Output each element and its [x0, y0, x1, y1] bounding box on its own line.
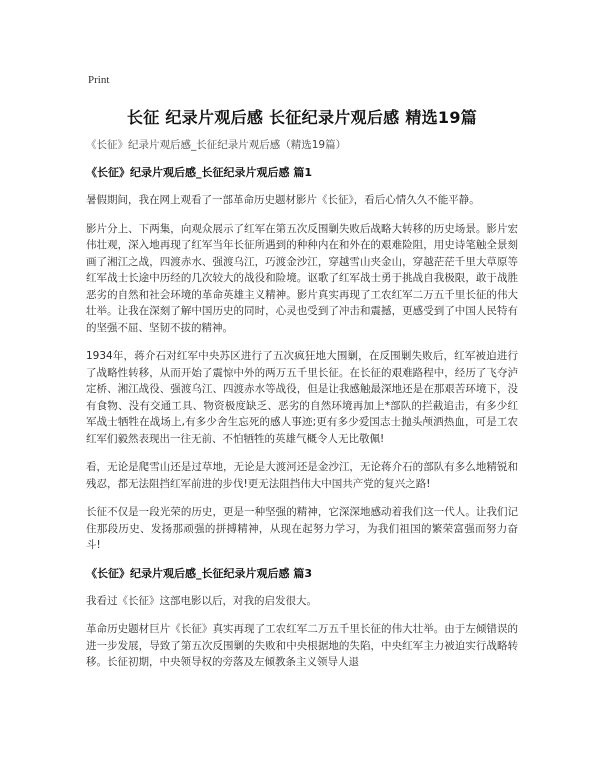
paragraph: 革命历史题材巨片《长征》真实再现了工农红军二万五千里长征的伟大壮举。由于左倾错误的进一步发展，导致了第五次反围剿的失败和中央根据地的失陷，中央红军主力被迫实行战略转移。长征初期，中央领导权的旁落及左倾教条主义领导人退: [86, 623, 518, 668]
document-title: 长征 纪录片观后感 长征纪录片观后感 精选19篇: [126, 108, 478, 127]
document-subtitle: 《长征》纪录片观后感_长征纪录片观后感（精选19篇）: [86, 139, 347, 151]
paragraph: 暑假期间，我在网上观看了一部革命历史题材影片《长征》，看后心情久久不能平静。: [86, 194, 480, 206]
section-heading: 《长征》纪录片观后感_长征纪录片观后感 篇3: [86, 566, 312, 580]
paragraph: 看，无论是爬雪山还是过草地，无论是大渡河还是金沙江，无论蒋介石的部队有多么地精锐和残忍，都无法阻挡红军前进的步伐!更无法阻挡伟大中国共产党的复兴之路!: [86, 461, 518, 490]
section-heading: 《长征》纪录片观后感_长征纪录片观后感 篇1: [86, 166, 312, 179]
print-link[interactable]: Print: [88, 74, 110, 86]
paragraph: 长征不仅是一段光荣的历史，更是一种坚强的精神，它深深地感动着我们这一代人。让我们记住那段历史、发扬那顽强的拼搏精神，从现在起努力学习，为我们祖国的繁荣富强而努力奋斗!: [86, 506, 518, 551]
paragraph: 我看过《长征》这部电影以后，对我的启发很大。: [86, 594, 317, 607]
paragraph: 影片分上、下两集，向观众展示了红军在第五次反围剿失败后战略大转移的历史场景。影片宏伟壮观，深入地再现了红军当年长征所遇到的种种内在和外在的艰难险阻，用史诗笔触全景刻画了湘江之战，四渡赤水、强渡乌江，巧渡金沙江，穿越雪山夹金山，穿越茫茫千里大草原等红军战士长途中历经的几次较大的战役和险境。讴歌了红军战士勇于挑战自我极限，敢于战胜恶劣的自然和社会环境的革命英雄主义精神。影片真实再现了工农红军二万五千里长征的伟大壮举。让我在深刻了解中国历史的同时，心灵也受到了冲击和震撼，更感受到了中国人民特有的坚强不屈、坚韧不拔的精神。: [86, 222, 518, 334]
paragraph: 1934年，蒋介石对红军中央苏区进行了五次疯狂地大围剿，在反围剿失败后，红军被迫进行了战略性转移，从而开始了震惊中外的两万五千里长征。在长征的艰难路程中，经历了飞夺泸定桥、湘江战役、强渡乌江、四渡赤水等战役，但是让我感触最深地还是在那艰苦环境下，没有食物、没有交通工具、物资极度缺乏、恶劣的自然环境再加上*部队的拦截追击，有多少红军战士牺牲在战场上,有多少舍生忘死的感人事迹;更有多少爱国志士抛头颅洒热血，可是工农红军们毅然表现出一往无前、不怕牺牲的英雄气概令人无比敬佩!: [86, 350, 518, 445]
